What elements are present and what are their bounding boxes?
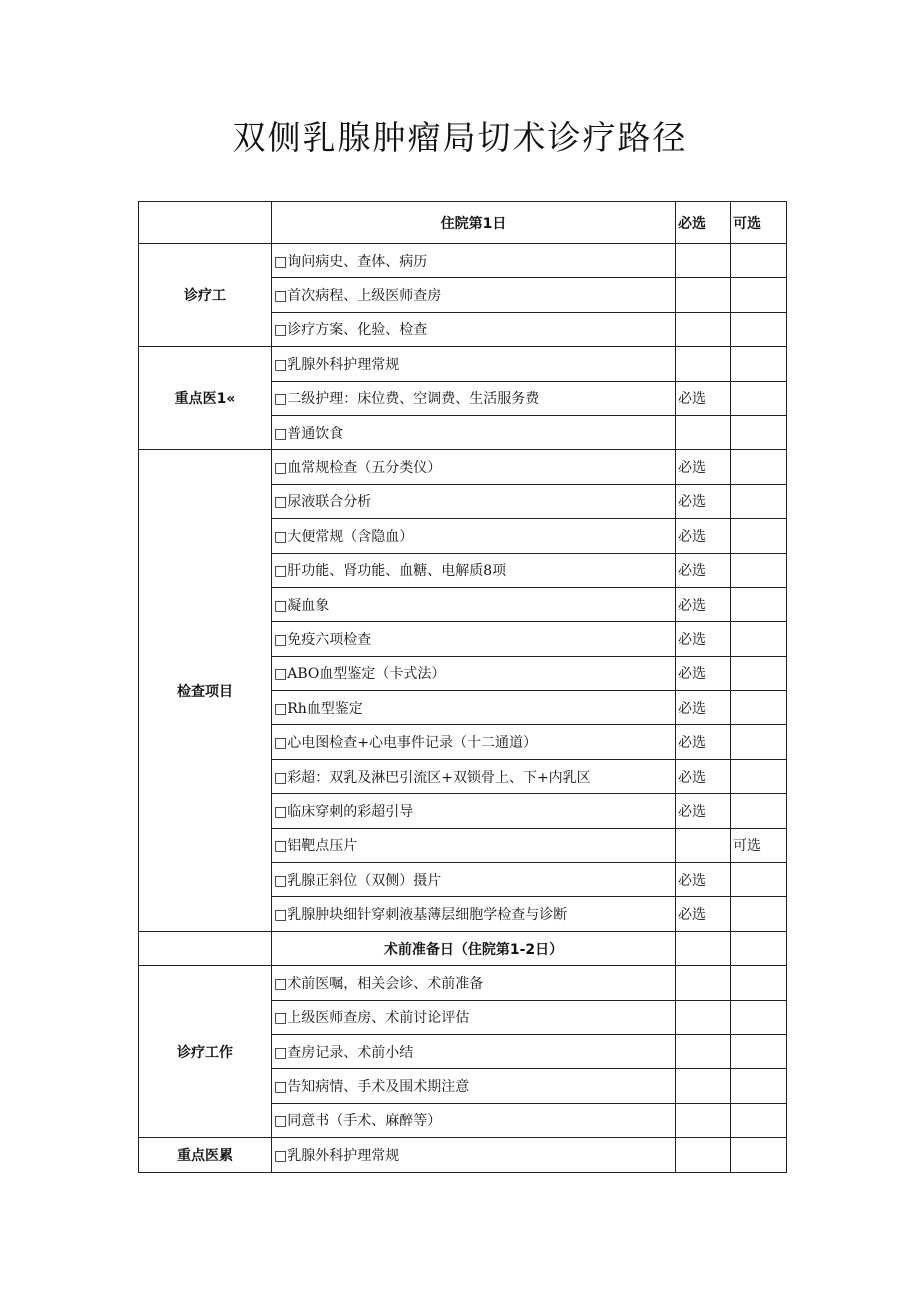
category-cell: 诊疗工 — [139, 244, 272, 347]
required-cell — [676, 244, 731, 278]
pathway-item: □乳腺外科护理常规 — [272, 347, 676, 381]
pathway-item: □上级医师查房、术前讨论评估 — [272, 1000, 676, 1034]
optional-cell — [731, 622, 787, 656]
section-header-optional-cell — [731, 931, 787, 965]
optional-cell — [731, 691, 787, 725]
pathway-item: □乳腺肿块细针穿刺液基薄层细胞学检查与诊断 — [272, 897, 676, 931]
pathway-item: □询问病史、查体、病历 — [272, 244, 676, 278]
section-header-required-cell — [676, 931, 731, 965]
pathway-item: □ABO血型鉴定（卡式法） — [272, 656, 676, 690]
clinical-pathway-table — [138, 201, 787, 1173]
pathway-item: □查房记录、术前小结 — [272, 1034, 676, 1068]
pathway-item: □彩超：双乳及淋巴引流区+双锁骨上、下+内乳区 — [272, 759, 676, 793]
optional-cell — [731, 759, 787, 793]
pathway-item: □凝血象 — [272, 587, 676, 621]
optional-cell — [731, 1103, 787, 1137]
pathway-item: □铝靶点压片 — [272, 828, 676, 862]
optional-cell — [731, 415, 787, 449]
pathway-item: □临床穿刺的彩超引导 — [272, 794, 676, 828]
header-day-label: 住院第1日 — [272, 202, 676, 244]
table-row — [139, 450, 787, 484]
pathway-item: □血常规检查（五分类仪） — [272, 450, 676, 484]
optional-cell — [731, 484, 787, 518]
required-cell: 必选 — [676, 381, 731, 415]
required-cell — [676, 312, 731, 346]
required-cell — [676, 278, 731, 312]
optional-cell — [731, 553, 787, 587]
optional-cell — [731, 244, 787, 278]
required-cell: 必选 — [676, 587, 731, 621]
pathway-item: □免疫六项检查 — [272, 622, 676, 656]
pathway-item: □心电图检查+心电事件记录（十二通道） — [272, 725, 676, 759]
required-cell: 必选 — [676, 725, 731, 759]
pathway-item: □同意书（手术、麻醉等） — [272, 1103, 676, 1137]
pathway-item: □诊疗方案、化验、检查 — [272, 312, 676, 346]
optional-cell: 可选 — [731, 828, 787, 862]
header-optional-label: 可选 — [731, 202, 787, 244]
optional-cell — [731, 1138, 787, 1172]
optional-cell — [731, 519, 787, 553]
pathway-item: □乳腺正斜位（双侧）摄片 — [272, 863, 676, 897]
category-cell: 诊疗工作 — [139, 966, 272, 1138]
optional-cell — [731, 794, 787, 828]
required-cell: 必选 — [676, 691, 731, 725]
required-cell — [676, 1034, 731, 1068]
optional-cell — [731, 725, 787, 759]
pathway-item: □大便常规（含隐血） — [272, 519, 676, 553]
optional-cell — [731, 347, 787, 381]
table-row — [139, 1138, 787, 1172]
required-cell — [676, 1103, 731, 1137]
section2-header: 术前准备日（住院第1-2日） — [272, 931, 676, 965]
category-cell: 检查项目 — [139, 450, 272, 931]
required-cell: 必选 — [676, 450, 731, 484]
pathway-item: □尿液联合分析 — [272, 484, 676, 518]
required-cell — [676, 415, 731, 449]
category-cell: 重点医1« — [139, 347, 272, 450]
required-cell — [676, 1000, 731, 1034]
header-required-label: 必选 — [676, 202, 731, 244]
table-row — [139, 347, 787, 381]
optional-cell — [731, 312, 787, 346]
optional-cell — [731, 1000, 787, 1034]
pathway-item: □术前医嘱，相关会诊、术前准备 — [272, 966, 676, 1000]
category-cell: 重点医累 — [139, 1138, 272, 1172]
required-cell — [676, 347, 731, 381]
optional-cell — [731, 587, 787, 621]
required-cell — [676, 1069, 731, 1103]
required-cell: 必选 — [676, 553, 731, 587]
pathway-item: □首次病程、上级医师查房 — [272, 278, 676, 312]
required-cell: 必选 — [676, 863, 731, 897]
optional-cell — [731, 897, 787, 931]
required-cell: 必选 — [676, 897, 731, 931]
pathway-item: □普通饮食 — [272, 415, 676, 449]
optional-cell — [731, 278, 787, 312]
optional-cell — [731, 1069, 787, 1103]
pathway-item: □Rh血型鉴定 — [272, 691, 676, 725]
required-cell — [676, 828, 731, 862]
optional-cell — [731, 966, 787, 1000]
table-header-row — [139, 202, 787, 244]
pathway-item: □告知病情、手术及围术期注意 — [272, 1069, 676, 1103]
table-row — [139, 966, 787, 1000]
optional-cell — [731, 450, 787, 484]
required-cell: 必选 — [676, 519, 731, 553]
required-cell: 必选 — [676, 484, 731, 518]
pathway-item: □二级护理：床位费、空调费、生活服务费 — [272, 381, 676, 415]
optional-cell — [731, 656, 787, 690]
section-header-row — [139, 931, 787, 965]
required-cell: 必选 — [676, 622, 731, 656]
optional-cell — [731, 1034, 787, 1068]
table-row — [139, 244, 787, 278]
required-cell — [676, 966, 731, 1000]
section-header-empty-cell — [139, 931, 272, 965]
optional-cell — [731, 381, 787, 415]
required-cell: 必选 — [676, 759, 731, 793]
required-cell — [676, 1138, 731, 1172]
required-cell: 必选 — [676, 794, 731, 828]
optional-cell — [731, 863, 787, 897]
pathway-item: □肝功能、肾功能、血糖、电解质8项 — [272, 553, 676, 587]
page-title: 双侧乳腺肿瘤局切术诊疗路径 — [232, 118, 688, 157]
pathway-item: □乳腺外科护理常规 — [272, 1138, 676, 1172]
required-cell: 必选 — [676, 656, 731, 690]
header-empty-cell — [139, 202, 272, 244]
